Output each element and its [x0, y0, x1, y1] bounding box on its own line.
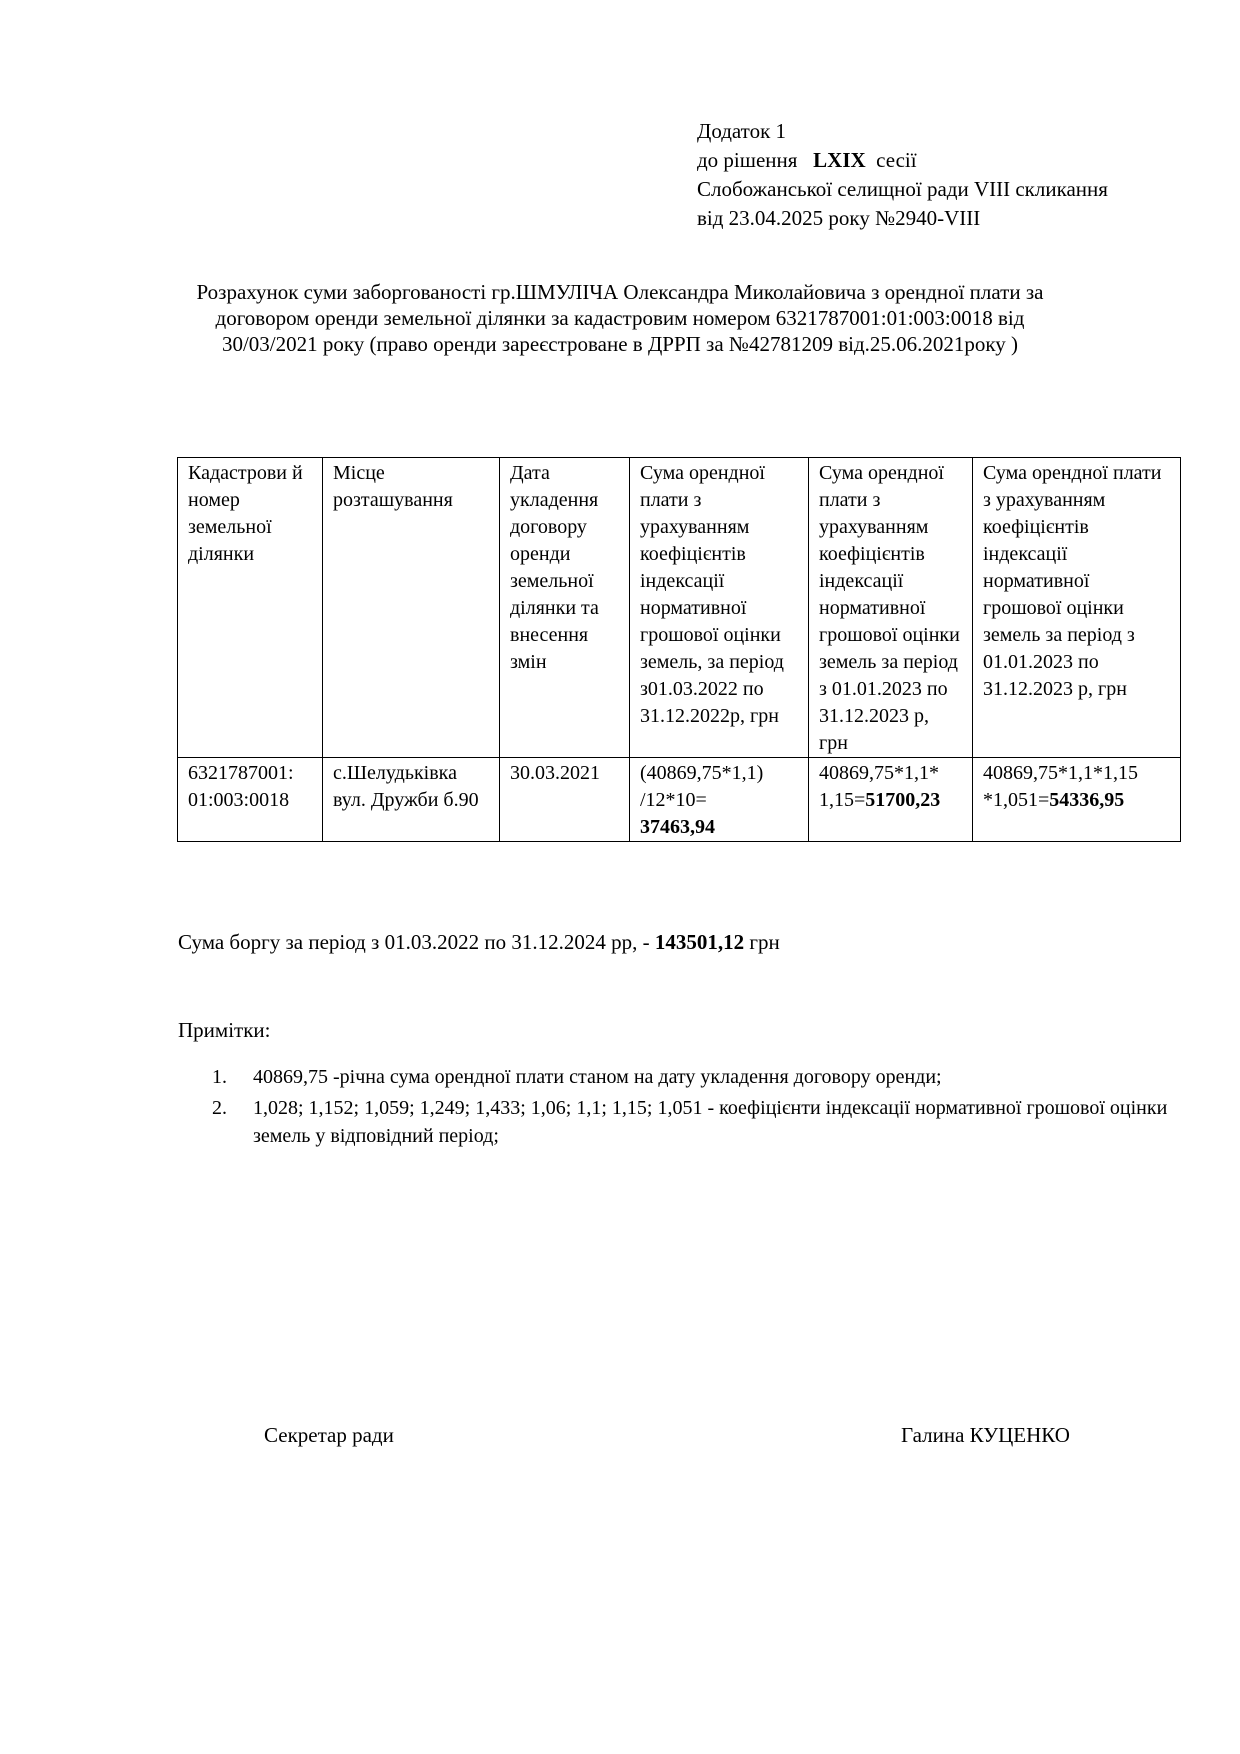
title-line-2: договором оренди земельної ділянки за кадастровим номером 6321787001:01:003:0018 від: [215, 306, 1025, 330]
cell-sum-2023-indexed: [973, 758, 1181, 842]
table-row: [178, 758, 1181, 842]
sum-2023-indexed-result: 54336,95: [1049, 789, 1125, 811]
notes-list: [212, 1063, 1172, 1153]
session-number: LXIX: [813, 148, 866, 172]
header-cadastral: Кадастрови й номер земельної ділянки: [178, 458, 323, 758]
cell-location: с.Шелудьківка вул. Дружби б.90: [323, 758, 500, 842]
sum-2022-result: 37463,94: [640, 816, 715, 838]
signature-position: Секретар ради: [264, 1423, 394, 1447]
document-title: [150, 279, 1090, 357]
signature-name: Галина КУЦЕНКО: [901, 1423, 1070, 1447]
debt-total: [178, 930, 780, 955]
cell-cadastral: 6321787001: 01:003:0018: [178, 758, 323, 842]
note-number: 2.: [212, 1097, 227, 1119]
title-line-3: 30/03/2021 року (право оренди зареєстроване в ДРРП за №42781209 від.25.06.2021року ): [221, 332, 1019, 356]
sum-2023-result: 51700,23: [865, 789, 941, 811]
list-item: [212, 1094, 1172, 1150]
list-item: [212, 1063, 1172, 1091]
note-number: 1.: [212, 1066, 227, 1088]
appendix-decision-prefix: до рішення: [697, 148, 814, 172]
sum-2023-indexed-formula: 40869,75*1,1*1,15 *1,051=: [983, 762, 1138, 811]
appendix-decision-line: [697, 146, 1108, 175]
header-date: Дата укладення договору оренди земельної ділянки та внесення змін: [500, 458, 630, 758]
cell-sum-2022: [630, 758, 809, 842]
sum-2023-formula: 40869,75*1,1* 1,15=: [819, 762, 939, 811]
header-sum-2022: Сума орендної плати з урахуванням коефіцієнтів індексації нормативної грошової оцінки земель, за період з01.03.2022 по 31.12.2022р, грн: [630, 458, 809, 758]
note-text: 1,028; 1,152; 1,059; 1,249; 1,433; 1,06; 1,1; 1,15; 1,051 - коефіцієнти індексації нормативної грошової оцінки земель у відповідний період;: [253, 1097, 1168, 1147]
table-header-row: [178, 458, 1181, 758]
cell-date: 30.03.2021: [500, 758, 630, 842]
header-sum-2023-indexed: Сума орендної плати з урахуванням коефіцієнтів індексації нормативної грошової оцінки земель за період з 01.01.2023 по 31.12.2023 р, грн: [973, 458, 1181, 758]
rent-calculation-table: [177, 457, 1181, 842]
title-line-1: Розрахунок суми заборгованості гр.ШМУЛІЧА Олександра Миколайовича з орендної плати за: [196, 280, 1044, 304]
debt-unit: грн: [744, 930, 780, 954]
debt-amount: 143501,12: [654, 930, 745, 954]
header-sum-2023: Сума орендної плати з урахуванням коефіцієнтів індексації нормативної грошової оцінки земель за період з 01.01.2023 по 31.12.2023 р, грн: [809, 458, 973, 758]
appendix-council: Слобожанської селищної ради VIII скликання: [697, 177, 1108, 201]
notes-heading: Примітки:: [178, 1018, 271, 1042]
appendix-number: Додаток 1: [697, 119, 787, 143]
appendix-date: від 23.04.2025 року №2940-VIII: [697, 206, 981, 230]
appendix-decision-suffix: сесії: [865, 148, 917, 172]
appendix-header: [697, 117, 1108, 233]
note-text: 40869,75 -річна сума орендної плати станом на дату укладення договору оренди;: [253, 1066, 942, 1088]
debt-text: Сума боргу за період з 01.03.2022 по 31.12.2024 рр, -: [178, 930, 655, 954]
header-location: Місце розташування: [323, 458, 500, 758]
cell-sum-2023: [809, 758, 973, 842]
sum-2022-formula: (40869,75*1,1) /12*10=: [640, 762, 764, 811]
